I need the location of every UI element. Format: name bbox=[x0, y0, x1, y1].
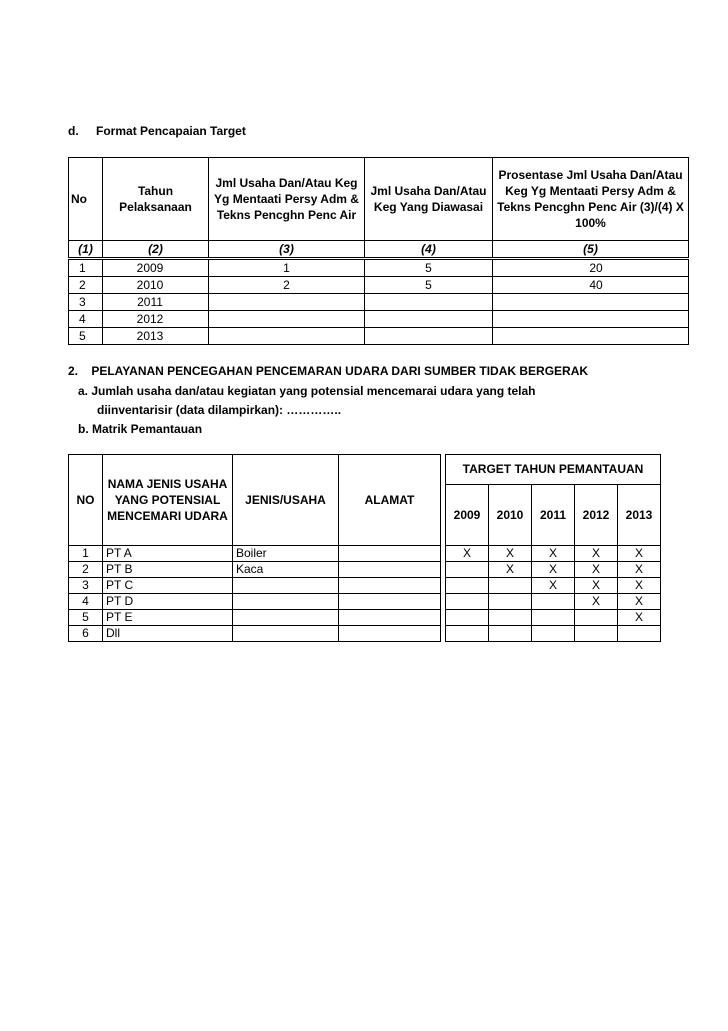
header-year: 2009 bbox=[446, 484, 489, 545]
cell-no: 6 bbox=[69, 626, 103, 642]
cell-mark: X bbox=[532, 578, 575, 594]
section-2-title: 2. PELAYANAN PENCEGAHAN PENCEMARAN UDARA DARI SUMBER TIDAK BERGERAK bbox=[68, 364, 589, 378]
cell-no: 3 bbox=[69, 578, 103, 594]
header-alamat: ALAMAT bbox=[339, 455, 441, 546]
table-row bbox=[69, 562, 661, 578]
cell-tahun: 2009 bbox=[103, 259, 209, 277]
cell-mark bbox=[489, 626, 532, 642]
cell-diawasi: 5 bbox=[365, 277, 493, 294]
table1-header-row bbox=[69, 158, 689, 241]
cell-mark bbox=[446, 578, 489, 594]
cell-no: 3 bbox=[69, 294, 103, 311]
cell-mark bbox=[532, 610, 575, 626]
header-year: 2011 bbox=[532, 484, 575, 545]
cell-mark bbox=[532, 626, 575, 642]
cell-tahun: 2013 bbox=[103, 328, 209, 345]
cell-mark: X bbox=[446, 546, 489, 562]
cell-mark: X bbox=[489, 546, 532, 562]
cell-alamat bbox=[339, 546, 441, 562]
cell-diawasi: 5 bbox=[365, 259, 493, 277]
cell-mark bbox=[575, 610, 618, 626]
cell-jenis bbox=[233, 594, 339, 610]
cell-nama: PT C bbox=[103, 578, 233, 594]
cell-jenis bbox=[233, 578, 339, 594]
cell-prosentase bbox=[493, 294, 689, 311]
cell-mentaati: 2 bbox=[209, 277, 365, 294]
cell-diawasi bbox=[365, 311, 493, 328]
cell-mark: X bbox=[618, 562, 661, 578]
cell-nama: PT B bbox=[103, 562, 233, 578]
cell-nama: Dll bbox=[103, 626, 233, 642]
cell-mark: X bbox=[618, 594, 661, 610]
cell-alamat bbox=[339, 562, 441, 578]
table-row bbox=[69, 594, 661, 610]
cell-mark bbox=[446, 562, 489, 578]
header-prosentase: Prosentase Jml Usaha Dan/Atau Keg Yg Mentaati Persy Adm & Tekns Pencghn Penc Air (3)/(4) X 100% bbox=[493, 158, 689, 241]
cell-jenis: Kaca bbox=[233, 562, 339, 578]
cell-diawasi bbox=[365, 328, 493, 345]
table-row bbox=[69, 294, 689, 311]
cell-mentaati bbox=[209, 311, 365, 328]
col-number: (1) bbox=[69, 241, 103, 259]
cell-tahun: 2011 bbox=[103, 294, 209, 311]
header-nama: NAMA JENIS USAHA YANG POTENSIAL MENCEMARI UDARA bbox=[103, 455, 233, 546]
cell-no: 2 bbox=[69, 277, 103, 294]
cell-no: 1 bbox=[69, 546, 103, 562]
cell-nama: PT E bbox=[103, 610, 233, 626]
item-b: b. Matrik Pemantauan bbox=[78, 422, 203, 436]
cell-mark bbox=[489, 578, 532, 594]
col-number: (5) bbox=[493, 241, 689, 259]
cell-no: 4 bbox=[69, 311, 103, 328]
cell-alamat bbox=[339, 594, 441, 610]
cell-alamat bbox=[339, 610, 441, 626]
cell-mark: X bbox=[489, 562, 532, 578]
cell-nama: PT A bbox=[103, 546, 233, 562]
table1-number-row bbox=[69, 241, 689, 259]
cell-mark: X bbox=[575, 578, 618, 594]
table-row bbox=[69, 546, 661, 562]
cell-mark: X bbox=[618, 578, 661, 594]
col-number: (4) bbox=[365, 241, 493, 259]
cell-alamat bbox=[339, 578, 441, 594]
header-no: NO bbox=[69, 455, 103, 546]
section-d-title: Format Pencapaian Target bbox=[96, 124, 246, 138]
cell-jenis bbox=[233, 610, 339, 626]
cell-mark: X bbox=[575, 594, 618, 610]
table2-header-row-1 bbox=[69, 455, 661, 485]
cell-mark bbox=[575, 626, 618, 642]
table-row bbox=[69, 578, 661, 594]
cell-mark bbox=[532, 594, 575, 610]
col-number: (3) bbox=[209, 241, 365, 259]
cell-jenis bbox=[233, 626, 339, 642]
section-d-label: d. bbox=[68, 124, 79, 138]
cell-tahun: 2012 bbox=[103, 311, 209, 328]
col-number: (2) bbox=[103, 241, 209, 259]
cell-no: 5 bbox=[69, 328, 103, 345]
header-jml-mentaati: Jml Usaha Dan/Atau Keg Yg Mentaati Persy Adm & Tekns Pencghn Penc Air bbox=[209, 158, 365, 241]
table-row bbox=[69, 259, 689, 277]
header-year: 2010 bbox=[489, 484, 532, 545]
cell-mark: X bbox=[618, 610, 661, 626]
cell-mark: X bbox=[575, 546, 618, 562]
cell-prosentase: 20 bbox=[493, 259, 689, 277]
cell-mark bbox=[446, 594, 489, 610]
cell-mark bbox=[446, 610, 489, 626]
table-row bbox=[69, 328, 689, 345]
header-jenis: JENIS/USAHA bbox=[233, 455, 339, 546]
section-d-heading bbox=[68, 124, 246, 138]
cell-jenis: Boiler bbox=[233, 546, 339, 562]
header-year: 2013 bbox=[618, 484, 661, 545]
header-year: 2012 bbox=[575, 484, 618, 545]
item-a-line2: diinventarisir (data dilampirkan): ………….. bbox=[97, 403, 342, 417]
item-a-line1: a. Jumlah usaha dan/atau kegiatan yang potensial mencemarai udara yang telah bbox=[78, 384, 536, 398]
table-row bbox=[69, 311, 689, 328]
cell-diawasi bbox=[365, 294, 493, 311]
cell-mark bbox=[618, 626, 661, 642]
cell-mark: X bbox=[532, 546, 575, 562]
header-tahun: Tahun Pelaksanaan bbox=[103, 158, 209, 241]
cell-no: 1 bbox=[69, 259, 103, 277]
cell-mentaati bbox=[209, 294, 365, 311]
table-row bbox=[69, 277, 689, 294]
matrik-pemantauan-table bbox=[68, 454, 661, 642]
cell-mark: X bbox=[618, 546, 661, 562]
cell-mentaati bbox=[209, 328, 365, 345]
cell-mark: X bbox=[532, 562, 575, 578]
cell-no: 2 bbox=[69, 562, 103, 578]
cell-nama: PT D bbox=[103, 594, 233, 610]
cell-no: 4 bbox=[69, 594, 103, 610]
header-jml-diawasi: Jml Usaha Dan/Atau Keg Yang Diawasai bbox=[365, 158, 493, 241]
pencapaian-target-table bbox=[68, 157, 689, 345]
cell-mark: X bbox=[575, 562, 618, 578]
cell-mark bbox=[489, 610, 532, 626]
cell-prosentase: 40 bbox=[493, 277, 689, 294]
cell-mark bbox=[489, 594, 532, 610]
cell-prosentase bbox=[493, 311, 689, 328]
cell-mark bbox=[446, 626, 489, 642]
cell-prosentase bbox=[493, 328, 689, 345]
cell-mentaati: 1 bbox=[209, 259, 365, 277]
cell-no: 5 bbox=[69, 610, 103, 626]
table-row bbox=[69, 610, 661, 626]
cell-tahun: 2010 bbox=[103, 277, 209, 294]
header-target: TARGET TAHUN PEMANTAUAN bbox=[446, 455, 661, 485]
cell-alamat bbox=[339, 626, 441, 642]
header-no: No bbox=[69, 158, 103, 241]
table-row bbox=[69, 626, 661, 642]
